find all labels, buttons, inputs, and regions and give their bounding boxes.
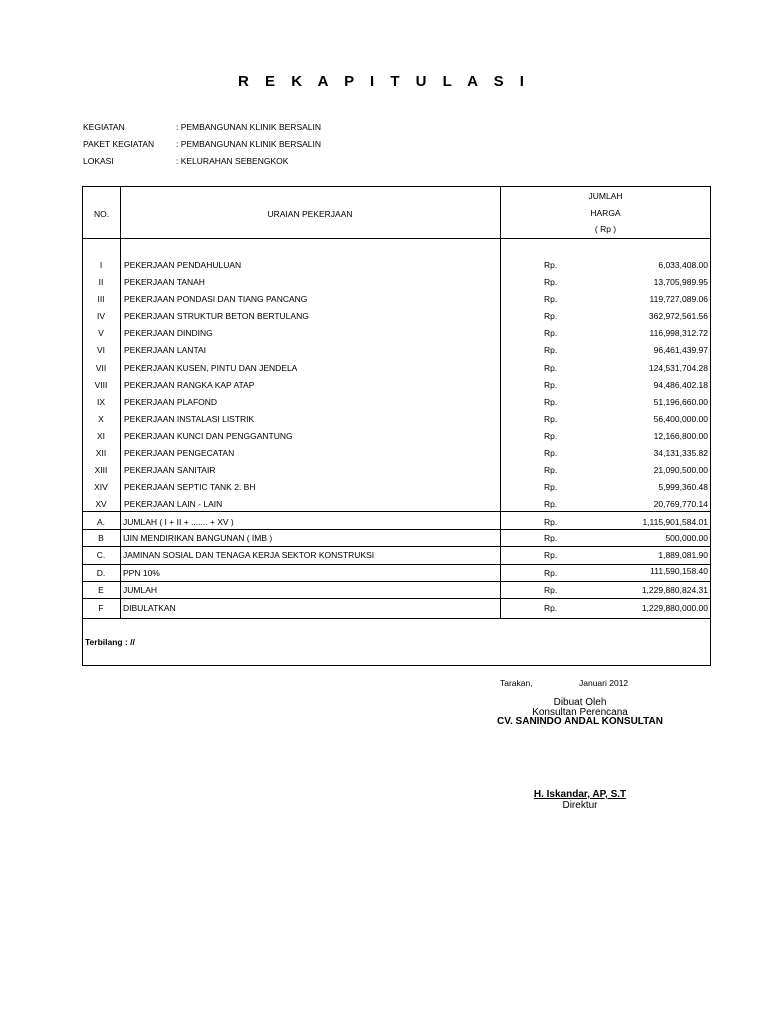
recap-table	[82, 186, 711, 666]
row-amount: 20,769,770.14	[653, 499, 708, 509]
row-amount: 21,090,500.00	[653, 465, 708, 475]
row-number: XIV	[94, 482, 108, 492]
row-currency: Rp.	[544, 260, 558, 270]
row-currency: Rp.	[544, 482, 558, 492]
signature-date: Januari 2012	[579, 678, 629, 688]
row-number: X	[98, 414, 104, 424]
meta-label: PAKET KEGIATAN	[83, 139, 155, 149]
row-description: PEKERJAAN RANGKA KAP ATAP	[124, 380, 255, 390]
row-currency: Rp.	[544, 517, 558, 527]
row-amount: 1,115,901,584.01	[642, 517, 708, 527]
column-divider	[500, 511, 501, 619]
row-description: IJIN MENDIRIKAN BANGUNAN ( IMB )	[123, 533, 273, 543]
meta-value: : PEMBANGUNAN KLINIK BERSALIN	[176, 139, 322, 149]
column-divider	[120, 511, 121, 619]
row-description: PEKERJAAN SANITAIR	[124, 465, 216, 475]
row-description: JUMLAH	[123, 585, 158, 595]
row-description: PEKERJAAN DINDING	[124, 328, 213, 338]
row-number: XIII	[94, 465, 108, 475]
row-amount: 56,400,000.00	[653, 414, 708, 424]
row-divider	[83, 618, 710, 619]
row-description: PEKERJAAN INSTALASI LISTRIK	[124, 414, 255, 424]
row-amount: 1,889,081.90	[658, 550, 708, 560]
row-currency: Rp.	[544, 585, 558, 595]
row-description: PEKERJAAN KUSEN, PINTU DAN JENDELA	[124, 363, 298, 373]
row-divider	[83, 581, 710, 582]
row-number: C.	[96, 550, 106, 560]
row-currency: Rp.	[544, 380, 558, 390]
row-number: II	[98, 277, 104, 287]
signature-company: CV. SANINDO ANDAL KONSULTAN	[497, 716, 663, 727]
signature-made-by: Dibuat Oleh	[553, 697, 607, 708]
row-description: PEKERJAAN LANTAI	[124, 345, 207, 355]
row-number: F	[98, 603, 104, 613]
meta-label: KEGIATAN	[83, 122, 125, 132]
header-jumlah: JUMLAH	[588, 191, 623, 201]
row-amount: 111,590,158.40	[650, 566, 708, 576]
terbilang-label: Terbilang : //	[85, 637, 135, 647]
signature-role: Konsultan Perencana	[532, 707, 628, 718]
row-description: PEKERJAAN LAIN - LAIN	[124, 499, 223, 509]
row-divider	[83, 511, 710, 512]
row-amount: 34,131,335.82	[653, 448, 708, 458]
meta-label: LOKASI	[83, 156, 114, 166]
row-currency: Rp.	[544, 414, 558, 424]
row-currency: Rp.	[544, 363, 558, 373]
row-description: DIBULATKAN	[123, 603, 176, 613]
row-number: VII	[95, 363, 107, 373]
row-amount: 119,727,089.06	[649, 294, 708, 304]
row-description: PEKERJAAN TANAH	[124, 277, 205, 287]
row-currency: Rp.	[544, 431, 558, 441]
row-currency: Rp.	[544, 397, 558, 407]
row-currency: Rp.	[544, 277, 558, 287]
row-divider	[83, 598, 710, 599]
row-number: IX	[96, 397, 106, 407]
row-currency: Rp.	[544, 294, 558, 304]
row-currency: Rp.	[544, 311, 558, 321]
header-rp: ( Rp )	[594, 224, 617, 234]
row-number: III	[97, 294, 105, 304]
row-description: PEKERJAAN PONDASI DAN TIANG PANCANG	[124, 294, 308, 304]
row-description: PEKERJAAN KUNCI DAN PENGGANTUNG	[124, 431, 293, 441]
row-divider	[83, 564, 710, 565]
row-number: E	[98, 585, 104, 595]
row-number: I	[99, 260, 103, 270]
row-number: IV	[96, 311, 106, 321]
row-amount: 51,196,660.00	[653, 397, 708, 407]
row-currency: Rp.	[544, 448, 558, 458]
row-amount: 5,999,360.48	[658, 482, 708, 492]
row-currency: Rp.	[544, 568, 558, 578]
row-description: PEKERJAAN PENGECATAN	[124, 448, 235, 458]
row-description: PEKERJAAN SEPTIC TANK 2. BH	[124, 482, 256, 492]
row-description: PPN 10%	[123, 568, 160, 578]
row-number: A.	[96, 517, 106, 527]
row-amount: 362,972,561.56	[648, 311, 708, 321]
column-divider	[500, 187, 501, 511]
row-number: B	[98, 533, 104, 543]
row-amount: 500,000.00	[665, 533, 708, 543]
row-number: XV	[95, 499, 107, 509]
header-uraian: URAIAN PEKERJAAN	[267, 209, 353, 219]
row-divider	[83, 529, 710, 530]
row-description: JAMINAN SOSIAL DAN TENAGA KERJA SEKTOR KONSTRUKSI	[123, 550, 375, 560]
row-number: VIII	[94, 380, 108, 390]
signature-position: Direktur	[562, 800, 598, 811]
signature-place: Tarakan,	[500, 678, 533, 688]
row-amount: 94,486,402.18	[653, 380, 708, 390]
row-divider	[83, 546, 710, 547]
row-description: PEKERJAAN STRUKTUR BETON BERTULANG	[124, 311, 309, 321]
row-number: XII	[95, 448, 107, 458]
row-currency: Rp.	[544, 328, 558, 338]
row-amount: 96,461,439.97	[653, 345, 708, 355]
row-description: PEKERJAAN PENDAHULUAN	[124, 260, 242, 270]
row-number: D.	[96, 568, 106, 578]
row-amount: 116,998,312.72	[649, 328, 708, 338]
signature-name: H. Iskandar, AP, S.T	[533, 789, 627, 800]
row-currency: Rp.	[544, 603, 558, 613]
header-harga: HARGA	[590, 208, 621, 218]
meta-value: : KELURAHAN SEBENGKOK	[176, 156, 289, 166]
row-currency: Rp.	[544, 533, 558, 543]
document-title: R E K A P I T U L A S I	[238, 73, 530, 90]
row-amount: 1,229,880,824.31	[641, 585, 708, 595]
row-amount: 1,229,880,000.00	[641, 603, 708, 613]
row-amount: 13,705,989.95	[653, 277, 708, 287]
row-amount: 124,531,704.28	[648, 363, 708, 373]
header-divider	[83, 238, 710, 239]
row-currency: Rp.	[544, 465, 558, 475]
row-currency: Rp.	[544, 550, 558, 560]
row-number: XI	[96, 431, 106, 441]
row-number: VI	[96, 345, 106, 355]
row-number: V	[98, 328, 104, 338]
row-description: PEKERJAAN PLAFOND	[124, 397, 218, 407]
row-currency: Rp.	[544, 499, 558, 509]
row-currency: Rp.	[544, 345, 558, 355]
row-amount: 12,166,800.00	[653, 431, 708, 441]
header-no: NO.	[93, 209, 110, 219]
row-description: JUMLAH ( I + II + ....... + XV )	[123, 517, 234, 527]
column-divider	[120, 187, 121, 511]
row-amount: 6,033,408.00	[658, 260, 708, 270]
meta-value: : PEMBANGUNAN KLINIK BERSALIN	[176, 122, 322, 132]
